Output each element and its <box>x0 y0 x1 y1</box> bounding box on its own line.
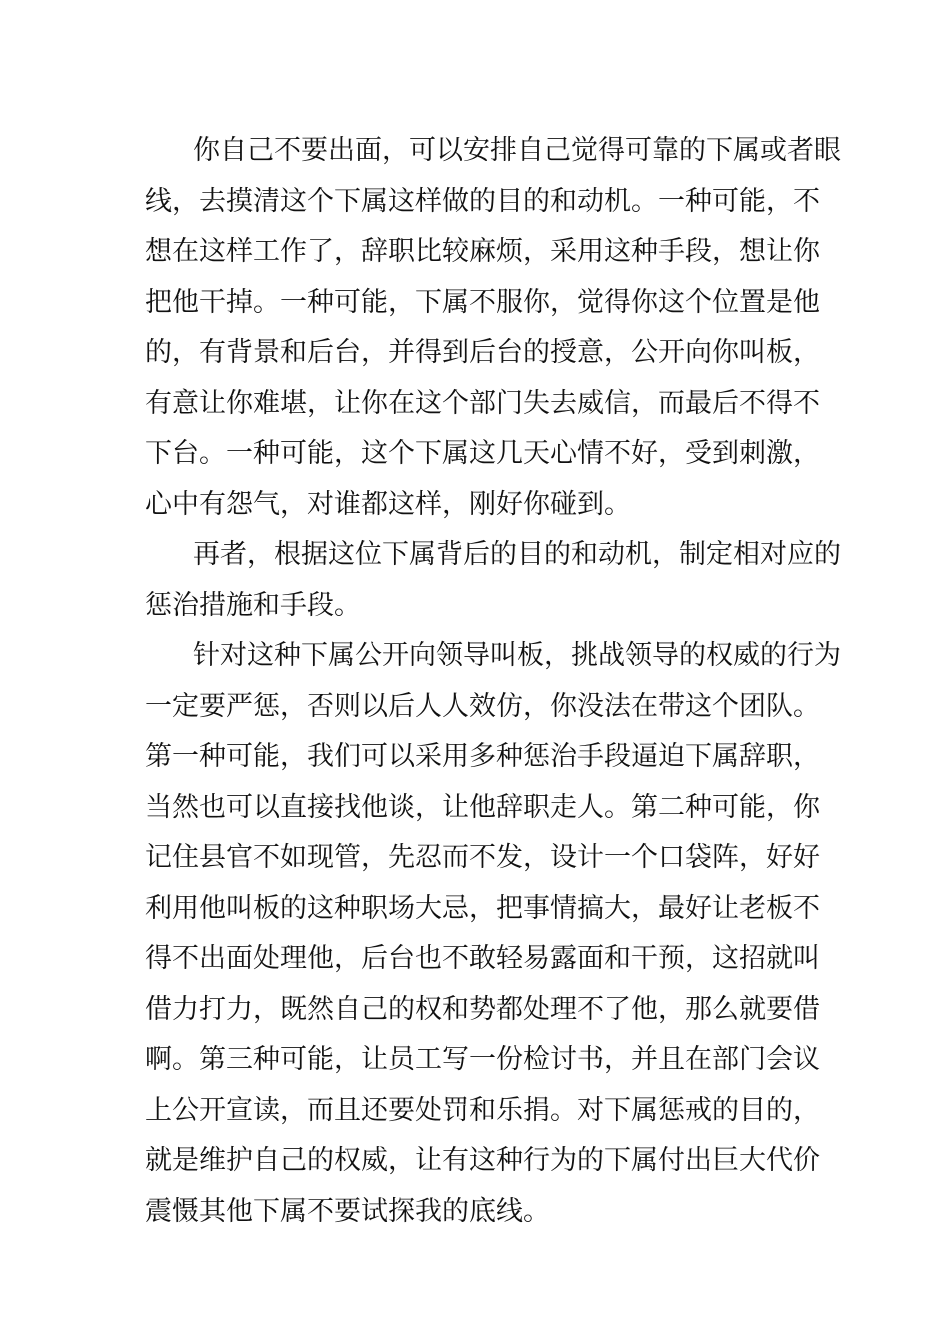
text-line: 线，去摸清这个下属这样做的目的和动机。一种可能，不 <box>145 185 820 217</box>
text-line: 当然也可以直接找他谈，让他辞职走人。第二种可能，你 <box>145 791 820 823</box>
paragraph-1 <box>145 126 841 530</box>
text-line: 第一种可能，我们可以采用多种惩治手段逼迫下属辞职， <box>145 741 820 772</box>
paragraph-3 <box>145 631 841 1237</box>
text-line: 啊。第三种可能，让员工写一份检讨书，并且在部门会议 <box>145 1044 820 1075</box>
text-line: 想在这样工作了，辞职比较麻烦，采用这种手段，想让你 <box>145 236 820 267</box>
text-line: 惩治措施和手段。 <box>145 589 361 621</box>
text-line: 记住县官不如现管，先忍而不发，设计一个口袋阵，好好 <box>145 842 820 873</box>
text-line: 针对这种下属公开向领导叫板，挑战领导的权威的行为 <box>193 640 841 671</box>
paragraph-2 <box>145 530 841 631</box>
body-text <box>145 126 841 1237</box>
text-line: 把他干掉。一种可能，下属不服你，觉得你这个位置是他 <box>145 286 820 318</box>
text-line: 再者，根据这位下属背后的目的和动机，制定相对应的 <box>193 539 841 570</box>
text-line: 心中有怨气，对谁都这样，刚好你碰到。 <box>145 488 631 520</box>
text-line: 上公开宣读，而且还要处罚和乐捐。对下属惩戒的目的， <box>145 1094 820 1126</box>
text-line: 就是维护自己的权威，让有这种行为的下属付出巨大代价 <box>145 1145 820 1176</box>
text-line: 震慑其他下属不要试探我的底线。 <box>145 1195 550 1227</box>
text-line: 得不出面处理他，后台也不敢轻易露面和干预，这招就叫 <box>145 943 820 974</box>
text-line: 的，有背景和后台，并得到后台的授意，公开向你叫板， <box>145 337 820 368</box>
text-line: 一定要严惩，否则以后人人效仿，你没法在带这个团队。 <box>145 690 820 722</box>
text-line: 有意让你难堪，让你在这个部门失去威信，而最后不得不 <box>145 387 820 419</box>
text-line: 你自己不要出面，可以安排自己觉得可靠的下属或者眼 <box>193 135 841 166</box>
text-line: 利用他叫板的这种职场大忌，把事情搞大，最好让老板不 <box>145 892 820 924</box>
text-line: 下台。一种可能，这个下属这几天心情不好，受到刺激， <box>145 438 820 469</box>
text-line: 借力打力，既然自己的权和势都处理不了他，那么就要借 <box>145 993 820 1025</box>
